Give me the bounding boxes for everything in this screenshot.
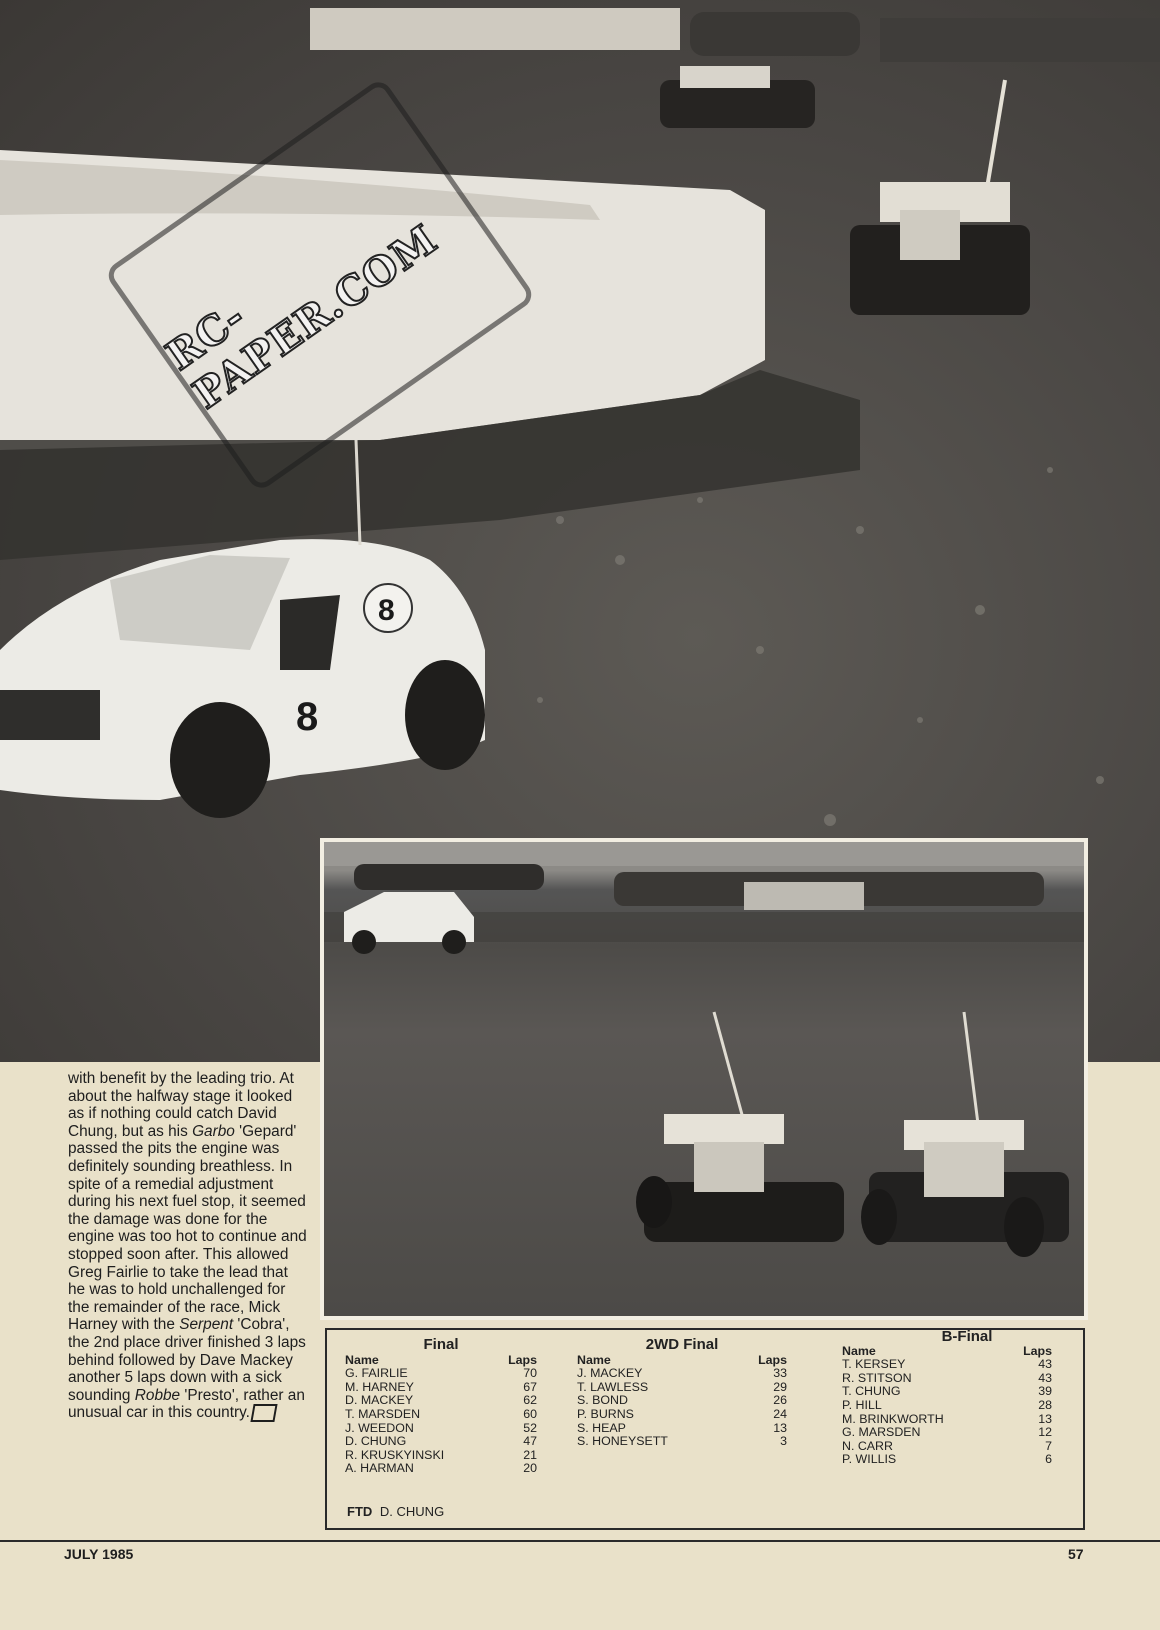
driver-name: P. BURNS: [577, 1406, 634, 1421]
driver-name: S. HEAP: [577, 1420, 626, 1435]
result-row: [842, 1413, 1052, 1427]
article-italic-garbo: Garbo: [192, 1122, 235, 1140]
ftd-value: D. CHUNG: [379, 1504, 445, 1519]
driver-name: R. KRUSKYINSKI: [345, 1447, 445, 1462]
result-row: [842, 1453, 1052, 1467]
laps-count: 24: [773, 1406, 787, 1421]
driver-name: P. WILLIS: [842, 1452, 897, 1467]
result-row: [345, 1381, 537, 1395]
footer-date: JULY 1985: [64, 1546, 134, 1562]
laps-count: 6: [1045, 1452, 1052, 1467]
driver-name: N. CARR: [842, 1438, 893, 1453]
page-number: 57: [1068, 1546, 1084, 1562]
b-final-results: [842, 1330, 1052, 1467]
twowd-final-title: 2WD Final: [645, 1336, 719, 1353]
result-row: [842, 1426, 1052, 1440]
laps-count: 47: [523, 1434, 537, 1449]
result-row: [345, 1367, 537, 1381]
result-row: [842, 1385, 1052, 1399]
footer-rule: [0, 1540, 1160, 1542]
ftd-label: FTD: [347, 1504, 373, 1519]
result-row: [842, 1440, 1052, 1454]
laps-count: 3: [780, 1434, 787, 1449]
laps-count: 33: [773, 1366, 787, 1381]
driver-name: G. MARSDEN: [842, 1425, 921, 1440]
article-text-4: 'Presto', rather an unusual car in this country.: [68, 1386, 305, 1422]
laps-count: 7: [1045, 1438, 1052, 1453]
final-rows: [345, 1367, 537, 1476]
result-row: [577, 1422, 787, 1436]
final-title: Final: [423, 1336, 459, 1353]
driver-name: D. CHUNG: [345, 1434, 407, 1449]
result-row: [577, 1408, 787, 1422]
result-row: [345, 1422, 537, 1436]
driver-name: G. FAIRLIE: [345, 1366, 408, 1381]
article-text-3: 'Cobra', the 2nd place driver finished 3 laps behind followed by Dave Mackey another 5 laps down with a sick sounding: [68, 1316, 306, 1404]
driver-name: J. WEEDON: [345, 1420, 414, 1435]
results-table-box: [325, 1328, 1085, 1530]
driver-name: J. MACKEY: [577, 1366, 643, 1381]
laps-count: 12: [1038, 1425, 1052, 1440]
b-final-col-name: Name: [842, 1343, 876, 1358]
final-header: [345, 1354, 537, 1368]
driver-name: S. BOND: [577, 1393, 628, 1408]
laps-count: 52: [523, 1420, 537, 1435]
end-of-article-icon: [250, 1404, 277, 1422]
b-final-title: B-Final: [941, 1328, 993, 1345]
result-row: [345, 1462, 537, 1476]
twowd-final-results: [577, 1338, 787, 1449]
result-row: [842, 1399, 1052, 1413]
result-row: [577, 1381, 787, 1395]
result-row: [345, 1408, 537, 1422]
result-row: [577, 1367, 787, 1381]
laps-count: 29: [773, 1379, 787, 1394]
fastest-time-of-day: [347, 1504, 444, 1519]
laps-count: 13: [773, 1420, 787, 1435]
b-final-col-laps: Laps: [1023, 1343, 1052, 1358]
result-row: [345, 1449, 537, 1463]
laps-count: 62: [523, 1393, 537, 1408]
twowd-col-laps: Laps: [758, 1352, 787, 1367]
final-col-laps: Laps: [508, 1352, 537, 1367]
laps-count: 13: [1038, 1411, 1052, 1426]
svg-text:8: 8: [378, 594, 395, 627]
laps-count: 28: [1038, 1397, 1052, 1412]
driver-name: T. CHUNG: [842, 1384, 901, 1399]
driver-name: T. KERSEY: [842, 1357, 906, 1372]
result-row: [577, 1394, 787, 1408]
result-row: [577, 1435, 787, 1449]
final-col-name: Name: [345, 1352, 379, 1367]
result-row: [345, 1435, 537, 1449]
article-text-1: with benefit by the leading trio. At about the halfway stage it looked as if nothing could catch David Chung, but as his: [68, 1070, 294, 1140]
driver-name: P. HILL: [842, 1397, 882, 1412]
inset-photo-scene: [324, 842, 1084, 1316]
inset-race-photo: [320, 838, 1088, 1320]
result-row: [842, 1372, 1052, 1386]
laps-count: 20: [523, 1461, 537, 1476]
article-italic-robbe: Robbe: [134, 1386, 181, 1404]
b-final-rows: [842, 1358, 1052, 1467]
driver-name: S. HONEYSETT: [577, 1434, 668, 1449]
driver-name: A. HARMAN: [345, 1461, 414, 1476]
svg-text:8: 8: [296, 695, 319, 739]
laps-count: 43: [1038, 1357, 1052, 1372]
article-text-2: 'Gepard' passed the pits the engine was definitely sounding breathless. In spite of a remedial adjustment during his next fuel stop, it seemed the damage was done for the engine was too hot to continue and stopped soon after. This allowed Greg Fairlie to take the lead that he was to hold unchallenged for the remainder of the race, Mick Harney with the: [68, 1122, 307, 1334]
article-body: [68, 1070, 308, 1422]
driver-name: T. LAWLESS: [577, 1379, 649, 1394]
laps-count: 60: [523, 1406, 537, 1421]
laps-count: 70: [523, 1366, 537, 1381]
result-row: [842, 1358, 1052, 1372]
driver-name: M. HARNEY: [345, 1379, 414, 1394]
twowd-col-name: Name: [577, 1352, 611, 1367]
watermark-text: RC-PAPER.COM: [157, 215, 446, 419]
laps-count: 67: [523, 1379, 537, 1394]
b-final-header: [842, 1345, 1052, 1359]
laps-count: 39: [1038, 1384, 1052, 1399]
laps-count: 21: [523, 1447, 537, 1462]
driver-name: R. STITSON: [842, 1370, 912, 1385]
laps-count: 43: [1038, 1370, 1052, 1385]
article-italic-serpent: Serpent: [179, 1316, 234, 1334]
driver-name: M. BRINKWORTH: [842, 1411, 944, 1426]
driver-name: T. MARSDEN: [345, 1406, 421, 1421]
laps-count: 26: [773, 1393, 787, 1408]
twowd-final-header: [577, 1354, 787, 1368]
result-row: [345, 1394, 537, 1408]
driver-name: D. MACKEY: [345, 1393, 414, 1408]
final-results: [345, 1338, 537, 1476]
twowd-final-rows: [577, 1367, 787, 1449]
